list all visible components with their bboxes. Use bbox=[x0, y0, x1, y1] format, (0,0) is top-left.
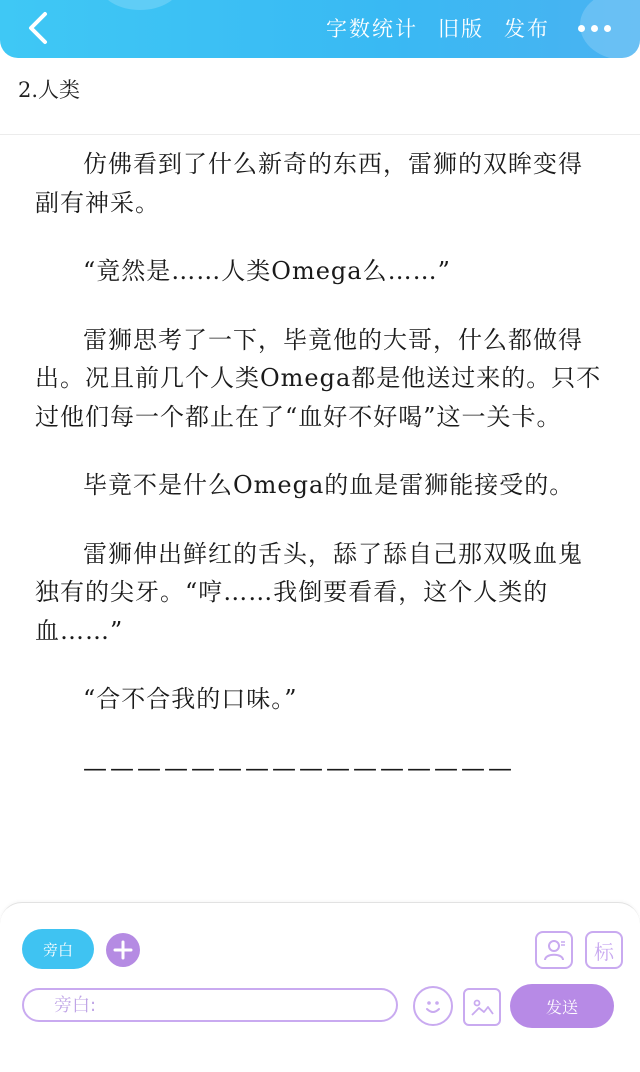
paragraph: 雷狮思考了一下，毕竟他的大哥，什么都做得出。况且前几个人类Omega都是他送过来的。只不过他们每一个都止在了“血好不好喝”这一关卡。 bbox=[35, 325, 602, 431]
add-role-button[interactable] bbox=[106, 933, 140, 967]
top-bar bbox=[0, 0, 640, 58]
paragraph: “竟然是……人类Omega么……” bbox=[83, 257, 451, 285]
message-input-wrap bbox=[22, 988, 398, 1022]
send-button[interactable]: 发送 bbox=[510, 984, 614, 1028]
chevron-left-icon bbox=[27, 11, 49, 45]
old-version-button[interactable]: 旧版 bbox=[438, 17, 484, 41]
person-card-icon bbox=[541, 937, 567, 963]
divider bbox=[0, 134, 640, 135]
word-count-button[interactable]: 字数统计 bbox=[326, 17, 418, 41]
decor-bubble bbox=[100, 0, 180, 10]
story-content[interactable] bbox=[35, 145, 603, 817]
message-input[interactable] bbox=[52, 994, 396, 1017]
paragraph: 仿佛看到了什么新奇的东西，雷狮的双眸变得副有神采。 bbox=[35, 150, 583, 217]
tag-button[interactable]: 标 bbox=[585, 931, 623, 969]
image-button[interactable] bbox=[463, 988, 501, 1026]
chapter-title[interactable]: 2.人类 bbox=[18, 78, 81, 102]
separator-line: ———————————————— bbox=[83, 753, 515, 782]
image-icon bbox=[469, 995, 495, 1019]
publish-button[interactable]: 发布 bbox=[504, 17, 550, 41]
header-actions bbox=[326, 10, 550, 46]
emoji-button[interactable] bbox=[413, 986, 453, 1026]
role-chip-narration[interactable]: 旁白 bbox=[22, 929, 94, 969]
back-button[interactable] bbox=[18, 8, 58, 48]
more-button[interactable] bbox=[574, 14, 614, 42]
ellipsis-icon bbox=[578, 25, 585, 32]
smiley-icon bbox=[419, 992, 447, 1020]
paragraph: “合不合我的口味。” bbox=[83, 685, 298, 713]
paragraph: 毕竟不是什么Omega的血是雷狮能接受的。 bbox=[83, 471, 575, 499]
character-button[interactable] bbox=[535, 931, 573, 969]
composer-panel bbox=[0, 902, 640, 1072]
plus-icon bbox=[113, 940, 133, 960]
paragraph: 雷狮伸出鲜红的舌头，舔了舔自己那双吸血鬼独有的尖牙。“哼……我倒要看看，这个人类的血……” bbox=[35, 539, 583, 645]
